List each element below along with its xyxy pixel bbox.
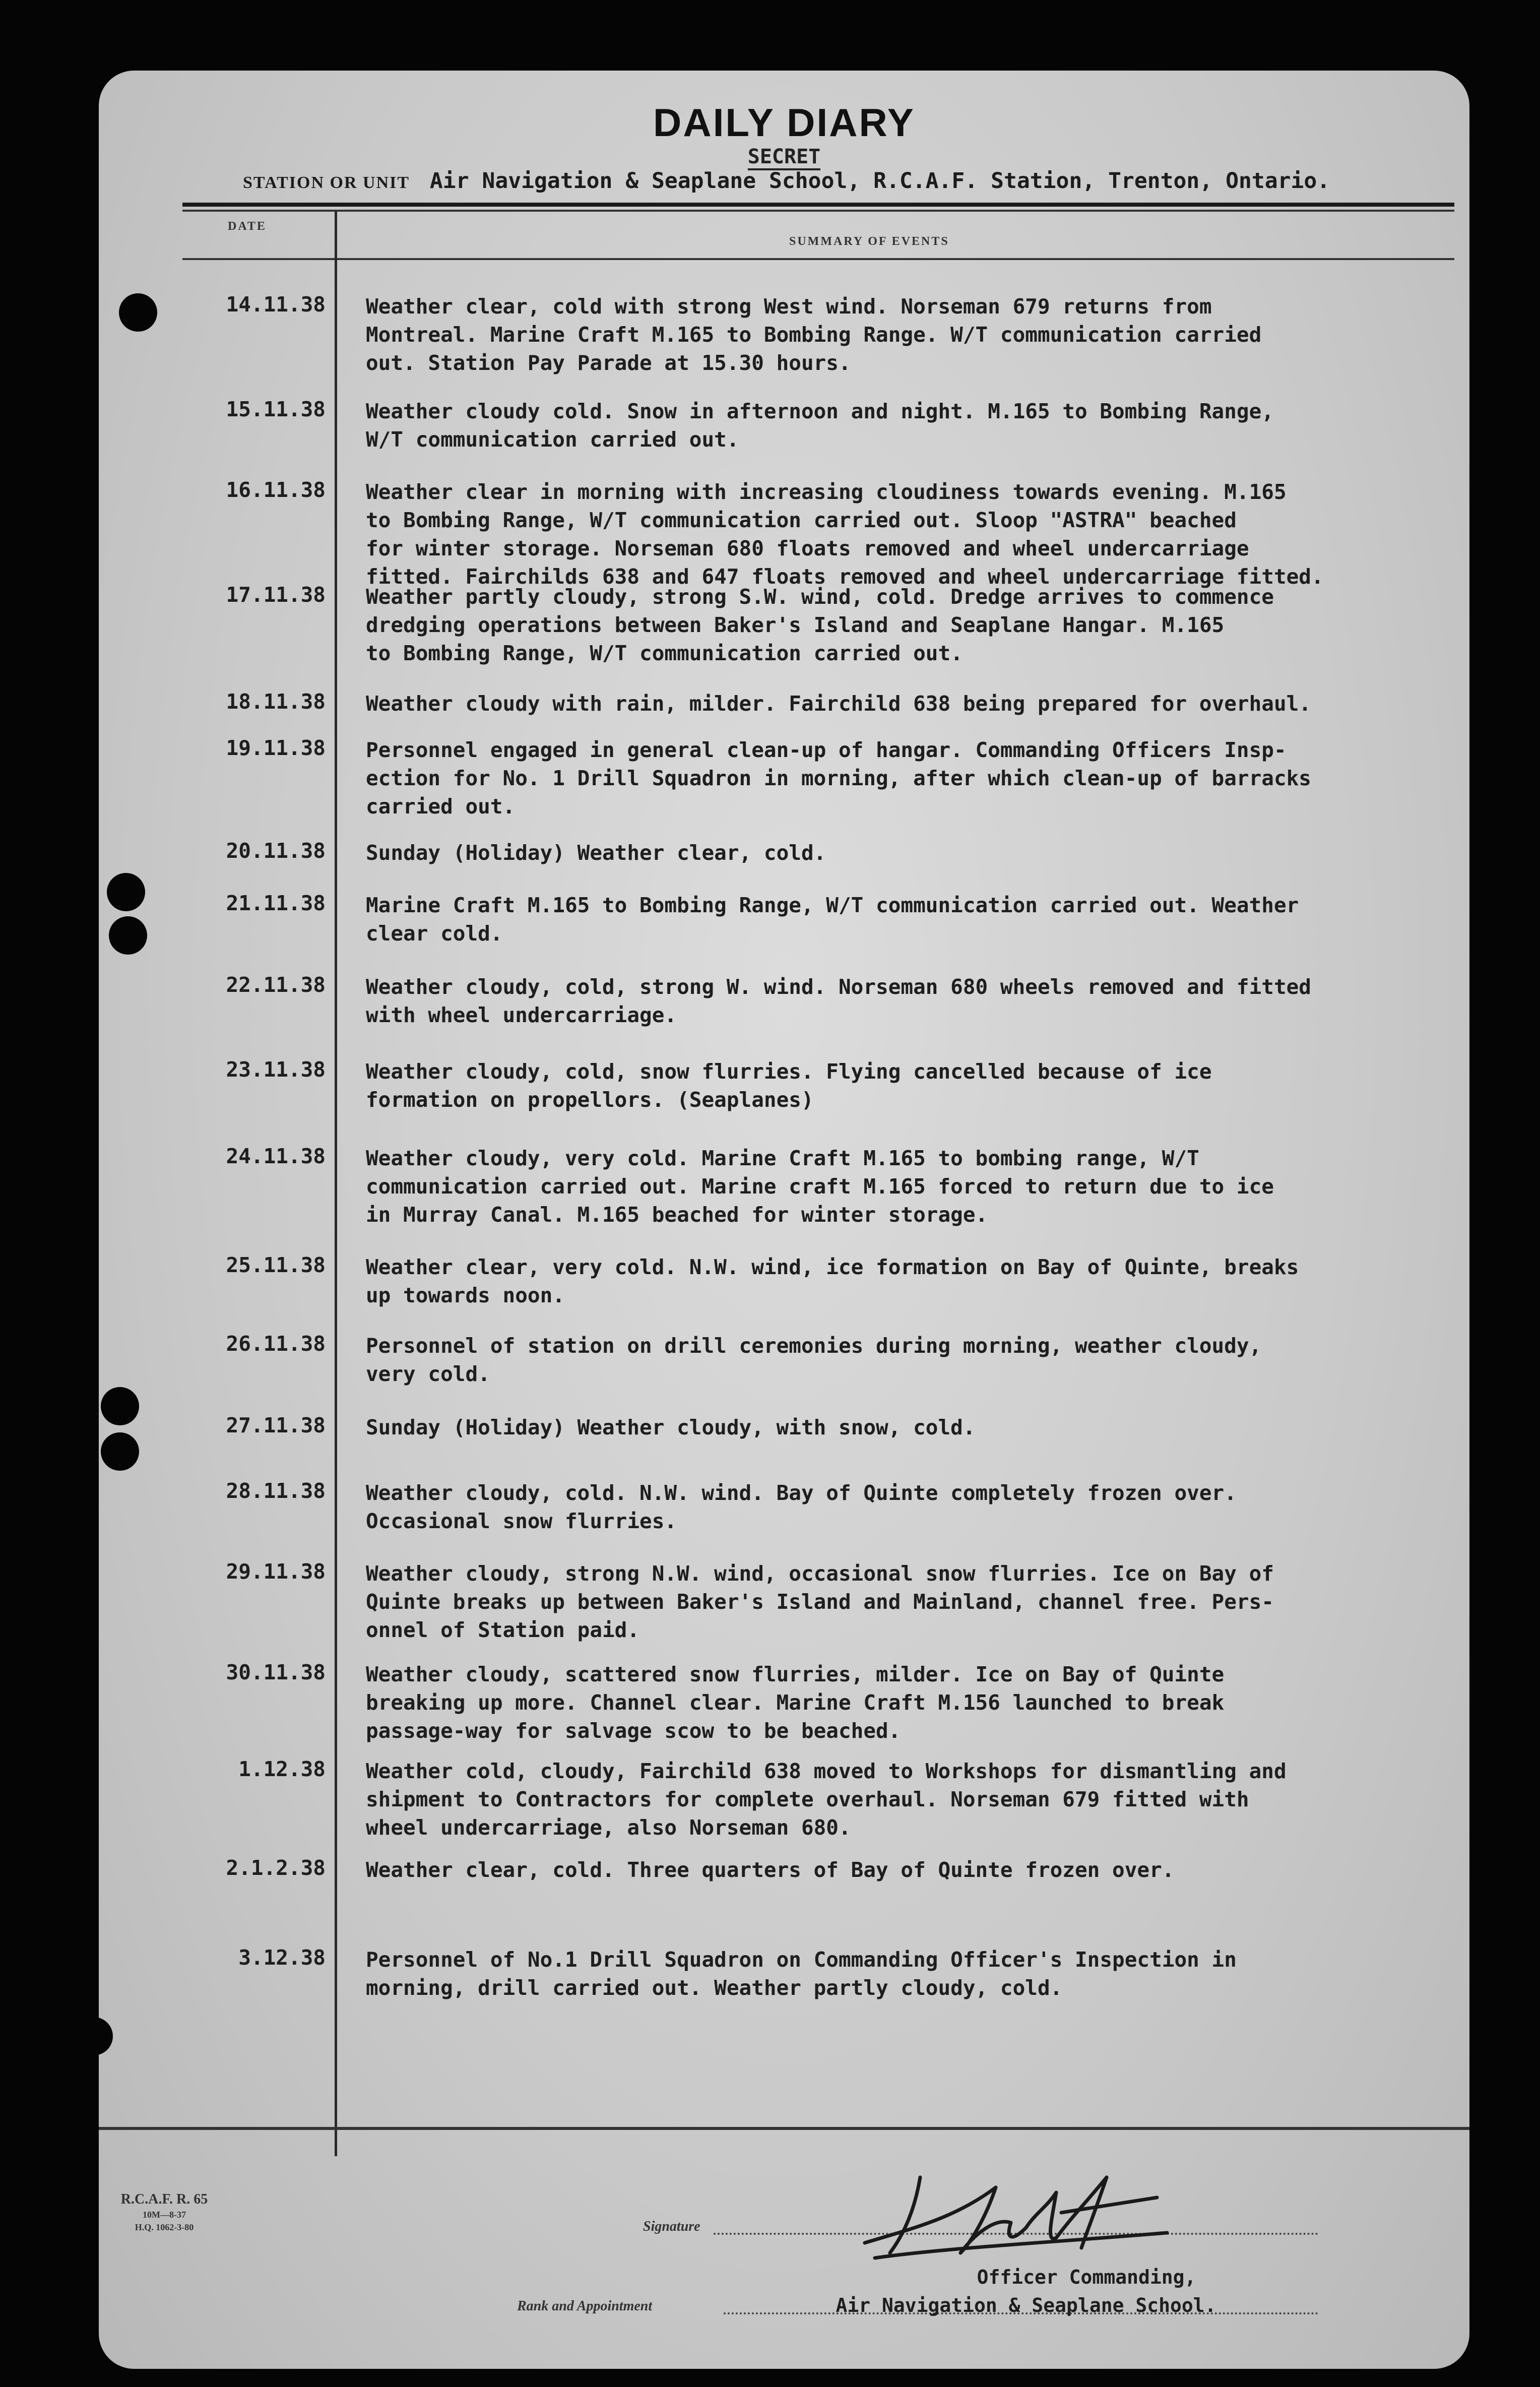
entry-date: 22.11.38	[226, 973, 326, 997]
entry-summary-line: up towards noon.	[366, 1283, 565, 1307]
entry-summary-line: W/T communication carried out.	[366, 427, 739, 452]
entry-summary	[366, 736, 1449, 821]
entry-summary-line: Weather cloudy, cold. N.W. wind. Bay of Quinte completely frozen over.	[366, 1481, 1237, 1505]
entry-summary-line: passage-way for salvage scow to be beached.	[366, 1719, 901, 1743]
entry-summary-line: out. Station Pay Parade at 15.30 hours.	[366, 351, 851, 375]
entry-summary-line: Weather cold, cloudy, Fairchild 638 moved to Workshops for dismantling and	[366, 1759, 1287, 1783]
entry-date: 1.12.38	[238, 1757, 326, 1781]
entry-summary	[366, 397, 1449, 454]
entry-date: 21.11.38	[226, 891, 326, 915]
entry-date: 26.11.38	[226, 1332, 326, 1356]
entry-summary	[366, 1660, 1449, 1745]
entry-summary-line: breaking up more. Channel clear. Marine Craft M.156 launched to break	[366, 1690, 1225, 1715]
entry-summary-line: morning, drill carried out. Weather partly cloudy, cold.	[366, 1976, 1063, 2000]
entry-summary-line: Occasional snow flurries.	[366, 1509, 677, 1533]
binder-hole	[75, 2017, 113, 2055]
entry-summary	[366, 1757, 1449, 1842]
entry-summary	[366, 1057, 1449, 1114]
entry-summary-line: Weather partly cloudy, strong S.W. wind, cold. Dredge arrives to commence	[366, 585, 1274, 609]
entry-summary-line: Weather clear in morning with increasing cloudiness towards evening. M.165	[366, 480, 1287, 504]
entry-summary-line: Weather cloudy cold. Snow in afternoon and night. M.165 to Bombing Range,	[366, 399, 1274, 423]
entry-summary-line: to Bombing Range, W/T communication carried out.	[366, 641, 963, 665]
entry-summary	[366, 689, 1449, 718]
entry-summary-line: Weather clear, very cold. N.W. wind, ice formation on Bay of Quinte, breaks	[366, 1255, 1299, 1279]
entry-summary	[366, 1559, 1449, 1644]
form-number: R.C.A.F. R. 65	[120, 2191, 208, 2207]
entry-date: 18.11.38	[226, 689, 326, 714]
column-header-date: DATE	[228, 220, 267, 233]
entry-date: 28.11.38	[226, 1479, 326, 1503]
entry-summary	[366, 1413, 1449, 1441]
entry-summary	[366, 1856, 1449, 1884]
station-value: Air Navigation & Seaplane School, R.C.A.F. Station, Trenton, Ontario.	[429, 168, 1330, 194]
form-print-2: H.Q. 1062-3-80	[135, 2222, 194, 2232]
entry-date: 16.11.38	[226, 478, 326, 502]
entry-summary-line: Personnel of No.1 Drill Squadron on Commanding Officer's Inspection in	[366, 1948, 1237, 1972]
entry-summary-line: formation on propellors. (Seaplanes)	[366, 1088, 814, 1112]
rank-appointment-label: Rank and Appointment	[517, 2298, 653, 2314]
entry-summary-line: dredging operations between Baker's Island and Seaplane Hangar. M.165	[366, 613, 1225, 637]
handwritten-signature	[845, 2157, 1177, 2268]
entry-summary	[366, 1479, 1449, 1535]
entry-date: 29.11.38	[226, 1559, 326, 1584]
entry-summary-line: to Bombing Range, W/T communication carried out. Sloop "ASTRA" beached	[366, 508, 1237, 532]
binder-hole	[101, 1432, 139, 1471]
entry-date: 27.11.38	[226, 1413, 326, 1437]
binder-hole	[101, 1387, 139, 1425]
classification-text: SECRET	[748, 145, 821, 170]
entry-summary-line: very cold.	[366, 1362, 490, 1386]
footer-rule	[99, 2127, 1469, 2130]
entry-date: 3.12.38	[238, 1945, 326, 1970]
entry-summary-line: with wheel undercarriage.	[366, 1003, 677, 1027]
officer-commanding-text: Officer Commanding,	[977, 2266, 1196, 2288]
entry-summary-line: onnel of Station paid.	[366, 1618, 640, 1642]
entry-summary-line: Sunday (Holiday) Weather cloudy, with snow, cold.	[366, 1415, 976, 1439]
entry-date: 23.11.38	[226, 1057, 326, 1082]
entry-summary	[366, 292, 1449, 377]
entry-summary-line: Weather cloudy, strong N.W. wind, occasional snow flurries. Ice on Bay of	[366, 1561, 1274, 1586]
entry-summary-line: shipment to Contractors for complete overhaul. Norseman 679 fitted with	[366, 1787, 1249, 1811]
entry-summary-line: Personnel of station on drill ceremonies during morning, weather cloudy,	[366, 1334, 1262, 1358]
entry-summary	[366, 839, 1449, 867]
entry-date: 25.11.38	[226, 1253, 326, 1277]
station-label: STATION OR UNIT	[243, 173, 410, 192]
entry-summary-line: Marine Craft M.165 to Bombing Range, W/T communication carried out. Weather	[366, 893, 1299, 917]
station-line	[243, 168, 1452, 194]
column-header-summary: SUMMARY OF EVENTS	[789, 235, 949, 248]
entry-summary-line: ection for No. 1 Drill Squadron in morning, after which clean-up of barracks	[366, 766, 1311, 790]
entry-summary-line: fitted. Fairchilds 638 and 647 floats removed and wheel undercarriage fitted.	[366, 564, 1324, 589]
entry-summary-line: Weather clear, cold. Three quarters of Bay of Quinte frozen over.	[366, 1858, 1175, 1882]
entry-summary-line: for winter storage. Norseman 680 floats removed and wheel undercarriage	[366, 536, 1249, 560]
entry-date: 24.11.38	[226, 1144, 326, 1168]
entry-summary-line: Weather cloudy, cold, strong W. wind. Norseman 680 wheels removed and fitted	[366, 975, 1311, 999]
entry-summary	[366, 973, 1449, 1029]
entry-summary-line: Weather clear, cold with strong West wind. Norseman 679 returns from	[366, 294, 1212, 319]
entry-summary-line: Montreal. Marine Craft M.165 to Bombing Range. W/T communication carried	[366, 323, 1262, 347]
entry-summary	[366, 1332, 1449, 1388]
entry-date: 15.11.38	[226, 397, 326, 421]
entry-date: 17.11.38	[226, 583, 326, 607]
entry-summary-line: Weather cloudy, scattered snow flurries, milder. Ice on Bay of Quinte	[366, 1662, 1225, 1686]
column-divider	[335, 211, 337, 2156]
entry-summary-line: Weather cloudy, cold, snow flurries. Flying cancelled because of ice	[366, 1059, 1212, 1084]
entry-summary	[366, 1144, 1449, 1229]
entry-summary-line: wheel undercarriage, also Norseman 680.	[366, 1815, 851, 1840]
header-rule-thin	[182, 210, 1454, 212]
entry-date: 19.11.38	[226, 736, 326, 760]
entry-summary-line: clear cold.	[366, 921, 503, 946]
entry-summary	[366, 1945, 1449, 2002]
entry-summary-line: carried out.	[366, 794, 516, 819]
form-identifier	[114, 2191, 215, 2233]
header-rule-thick	[182, 203, 1454, 207]
entry-summary-line: Sunday (Holiday) Weather clear, cold.	[366, 841, 826, 865]
entry-summary-line: Quinte breaks up between Baker's Island and Mainland, channel free. Pers-	[366, 1590, 1274, 1614]
entry-date: 2.1.2.38	[226, 1856, 326, 1880]
document-title: DAILY DIARY	[653, 100, 915, 145]
entry-date: 30.11.38	[226, 1660, 326, 1684]
column-header-rule	[182, 258, 1454, 260]
entry-summary-line: Weather cloudy, very cold. Marine Craft M.165 to bombing range, W/T	[366, 1146, 1199, 1170]
entry-date: 20.11.38	[226, 839, 326, 863]
binder-hole	[107, 873, 145, 911]
binder-hole	[109, 916, 147, 955]
entry-summary	[366, 478, 1449, 591]
unit-appointment-text: Air Navigation & Seaplane School.	[836, 2294, 1216, 2316]
entry-summary	[366, 891, 1449, 948]
entry-summary	[366, 583, 1449, 667]
binder-hole	[119, 293, 157, 332]
entry-date: 14.11.38	[226, 292, 326, 317]
entry-summary-line: communication carried out. Marine craft M.165 forced to return due to ice	[366, 1174, 1274, 1199]
entry-summary-line: Weather cloudy with rain, milder. Fairchild 638 being prepared for overhaul.	[366, 692, 1311, 716]
entry-summary-line: Personnel engaged in general clean-up of hangar. Commanding Officers Insp-	[366, 738, 1287, 762]
entry-summary	[366, 1253, 1449, 1309]
classification-label	[99, 145, 1469, 168]
signature-label: Signature	[643, 2219, 700, 2234]
entry-summary-line: in Murray Canal. M.165 beached for winter storage.	[366, 1203, 988, 1227]
form-print-1: 10M—8-37	[143, 2210, 186, 2220]
diary-page	[99, 71, 1469, 2369]
